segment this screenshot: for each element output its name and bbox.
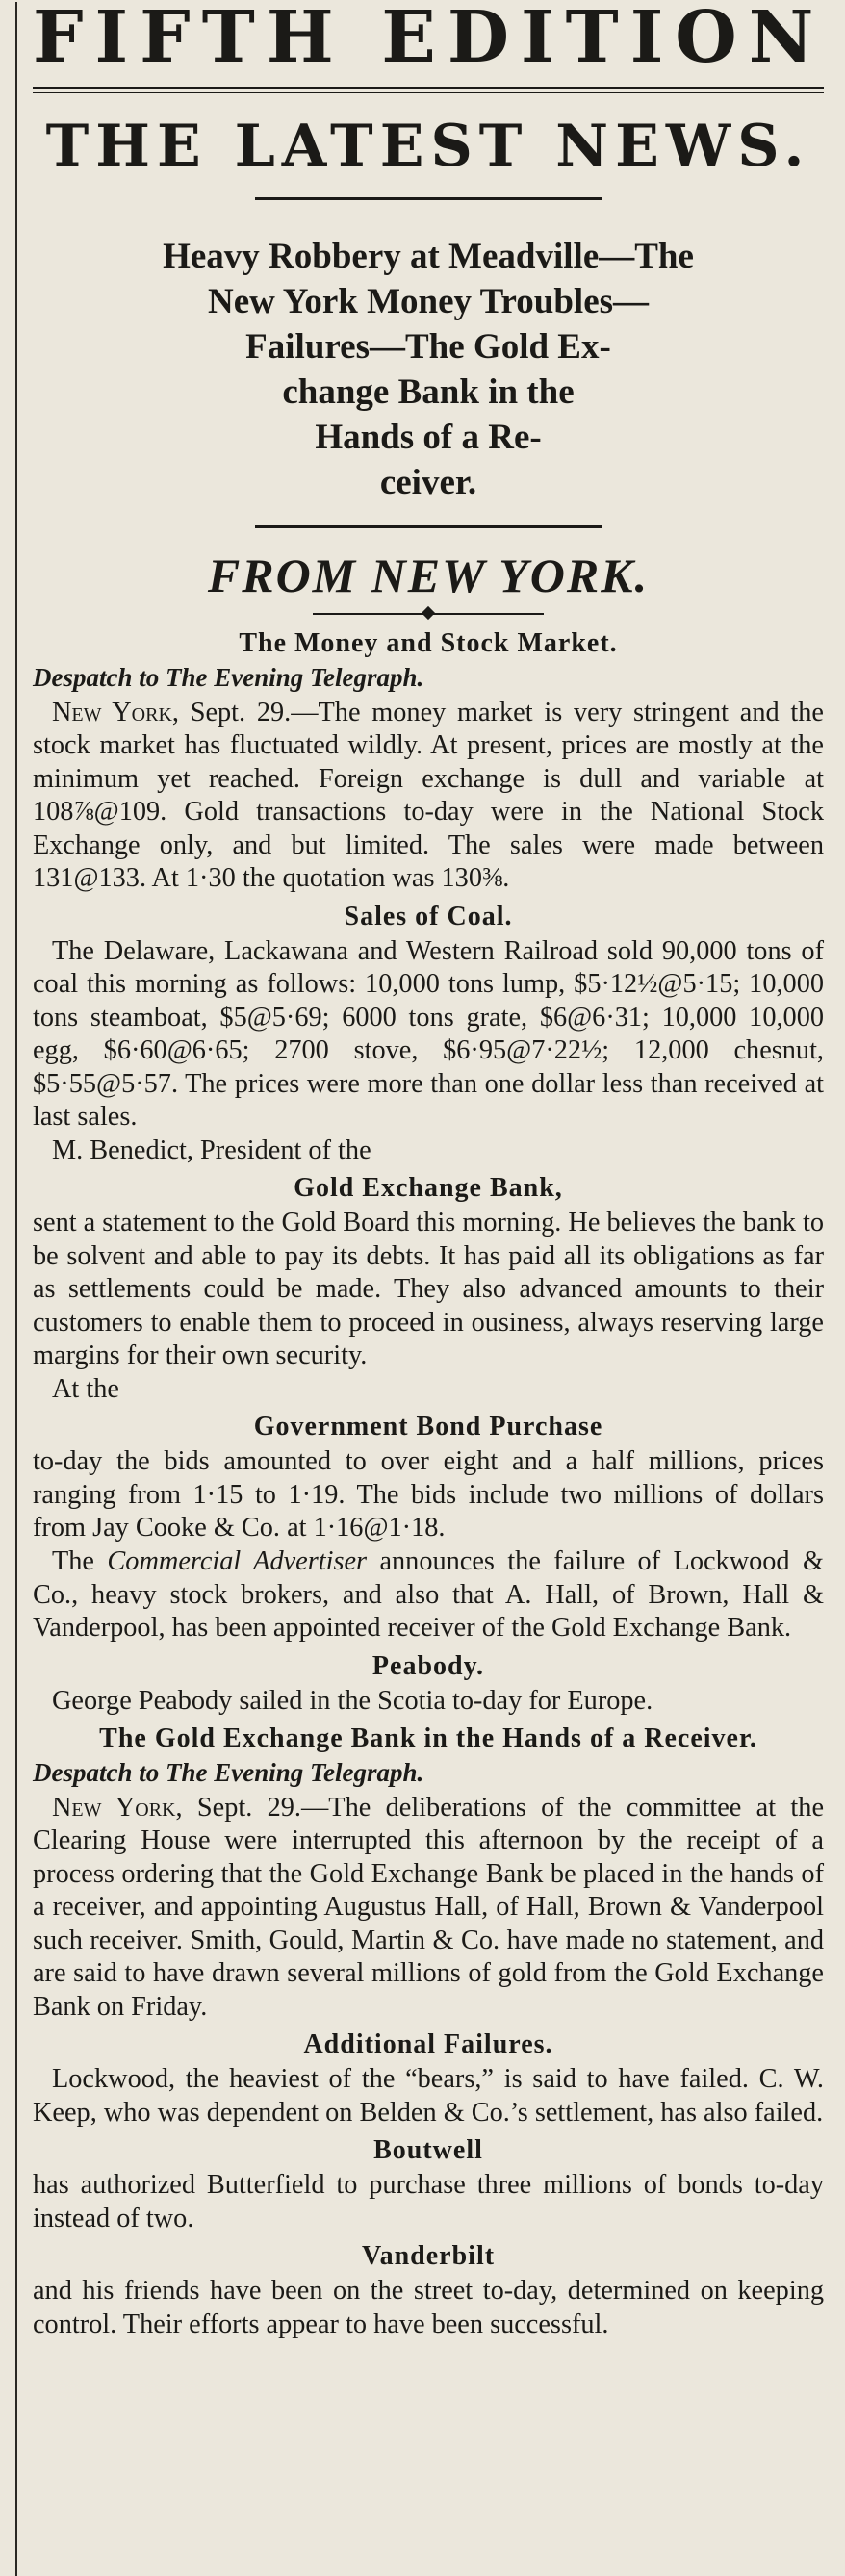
article-body-gov-bond: to-day the bids amounted to over eight and a half millions, prices ranging from 1·15 to 1·19. The bids include two millions of dollars from Jay Cooke & Co. at 1·16@1·18. [33, 1446, 824, 1543]
article-body-benedict: M. Benedict, President of the [52, 1135, 371, 1165]
article-head-boutwell: Boutwell [373, 2135, 483, 2166]
article-head-vanderbilt: Vanderbilt [361, 2241, 496, 2272]
article-body-receiver [33, 1792, 824, 2025]
article-head-receiver: The Gold Exchange Bank in the Hands of a Receiver. [99, 1723, 757, 1754]
banner-headline: THE LATEST NEWS. [45, 113, 811, 180]
summary-line: ceiver. [379, 462, 477, 502]
article-text: announces the failure of Lockwood & Co., heavy stock brokers, and also that A. Hall, of Brown, Hall & Vanderpool, has been appointed receiver of the Gold Exchange Bank. [33, 1546, 824, 1644]
article-head-coal: Sales of Coal. [344, 901, 513, 931]
summary-line: Hands of a Re- [315, 417, 542, 457]
article-body-money-market [33, 697, 824, 896]
divider [255, 525, 602, 528]
article-body-vanderbilt: and his friends have been on the street to-day, determined on keeping control. Their efforts appear to have been successful. [33, 2276, 824, 2339]
ornament-divider [313, 613, 544, 615]
dateline-place: New York, [52, 697, 179, 727]
summary-line: change Bank in the [282, 371, 575, 412]
article-head-gold-bank: Gold Exchange Bank, [294, 1173, 563, 1204]
paper-name: Commercial Advertiser [107, 1546, 368, 1576]
dateline-place: New York, [52, 1792, 183, 1823]
summary-line: New York Money Troubles— [207, 281, 650, 321]
dateline: Despatch to The Evening Telegraph. [33, 662, 424, 692]
masthead-rule [33, 87, 824, 93]
summary-line: Heavy Robbery at Meadville—The [163, 237, 694, 276]
article-head-failures: Additional Failures. [303, 2029, 553, 2060]
summary-headline [33, 235, 824, 506]
article-head-gov-bond: Government Bond Purchase [253, 1412, 603, 1442]
dateline: Despatch to The Evening Telegraph. [33, 1758, 424, 1788]
newspaper-page [0, 2, 845, 2576]
article-head-peabody: Peabody. [371, 1650, 485, 1681]
article-text: Sept. 29.—The money market is very stringent and the stock market has fluctuated wildly. At present, prices are mostly at the minimum yet reached. Foreign exchange is dull and variable at 108⅞@109. Gold transactions to-day were in the National Stock Exchange only, and but limited. The sales were made between 131@133. At 1·30 the quotation was 130⅜. [33, 697, 824, 894]
article-body-at-the: At the [52, 1373, 119, 1404]
article-body-boutwell: has authorized Butterfield to purchase three millions of bonds to-day instead of two. [33, 2170, 824, 2233]
article-body-advertiser [33, 1545, 824, 1645]
column-rule [15, 2, 17, 2576]
article-body-gold-bank: sent a statement to the Gold Board this morning. He believes the bank to be solvent and able to pay its debts. It has paid all its obligations as far as settlements could be made. They also advanced amounts to their customers to enable them to proceed in ousiness, always reserving large margins for their own security. [33, 1208, 825, 1371]
edition-title: FIFTH EDITION [33, 0, 826, 79]
summary-line: Failures—The Gold Ex- [245, 326, 611, 367]
article-head-money-market: The Money and Stock Market. [239, 627, 618, 658]
article-body-coal: The Delaware, Lackawana and Western Railroad sold 90,000 tons of coal this morning as follows: 10,000 tons lump, $5·12½@5·15; 10,000 tons steamboat, $5@5·69; 6000 tons grate, $6@6·31; 10,000 10,000 egg, $6·60@6·65; 2700 stove, $6·95@7·22½; 12,000 chesnut, $5·55@5·57. The prices were more than one dollar less than received at last sales. [33, 935, 824, 1133]
divider [255, 197, 602, 200]
section-title: FROM NEW YORK. [207, 548, 650, 602]
article-body-peabody: George Peabody sailed in the Scotia to-day for Europe. [52, 1685, 653, 1716]
article-text: The [52, 1546, 108, 1576]
article-text: Sept. 29.—The deliberations of the committee at the Clearing House were interrupted this afternoon by the receipt of a process ordering that the Gold Exchange Bank be placed in the hands of a receiver, and appointing Augustus Hall, of Hall, Brown & Vanderpool such receiver. Smith, Gould, Martin & Co. have made no statement, and are said to have drawn several millions of gold from the Gold Exchange Bank on Friday. [33, 1792, 825, 2022]
article-body-failures: Lockwood, the heaviest of the “bears,” is said to have failed. C. W. Keep, who was dependent on Belden & Co.’s settlement, has also failed. [33, 2064, 824, 2128]
